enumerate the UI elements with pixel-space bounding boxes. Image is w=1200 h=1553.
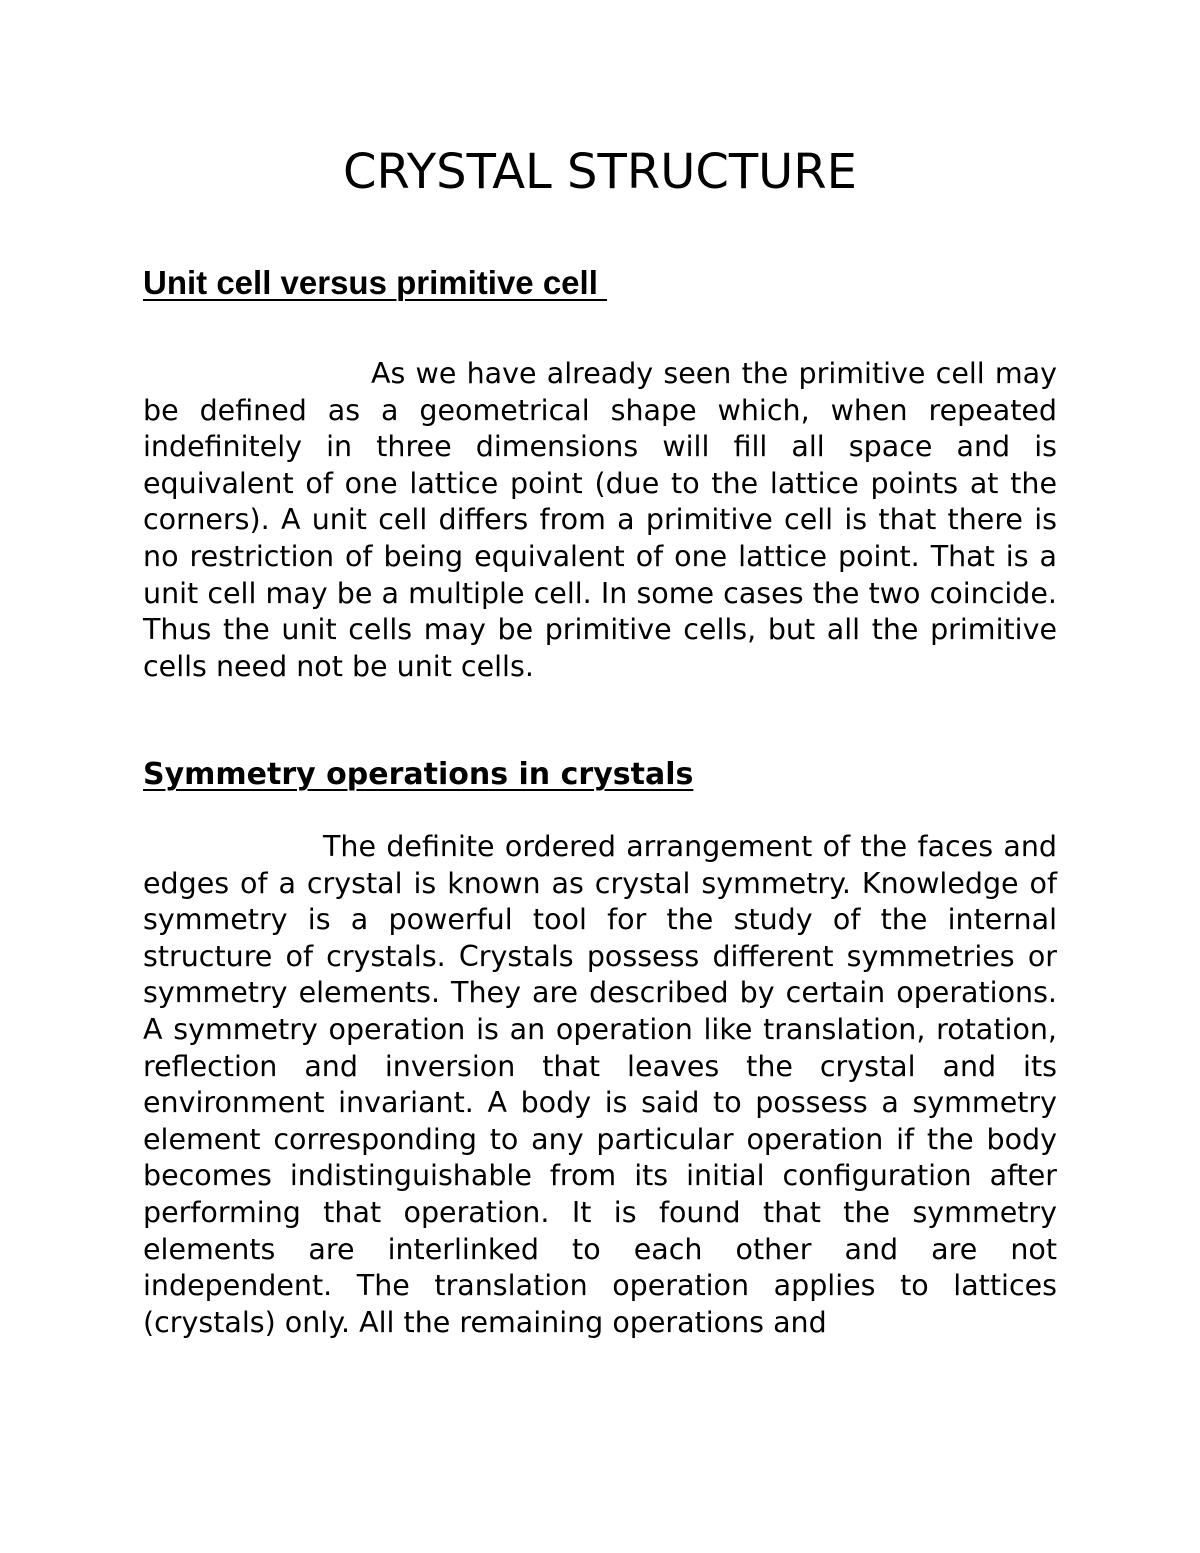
- section-heading-unit-cell: Unit cell versus primitive cell: [143, 264, 608, 301]
- section-body-symmetry: The definite ordered arrangement of the faces and edges of a crystal is known as crystal symmetry. Knowledge of symmetry is a powerful tool for the study of the internal structure of crystals. Crystals possess different symmetries or symmetry elements. They are described by certain operations. A symmetry operation is an operation like translation, rotation, reflection and inversion that leaves the crystal and its environment invariant. A body is said to possess a symmetry element corresponding to any particular operation if the body becomes indistinguishable from its initial configuration after performing that operation. It is found that the symmetry elements are interlinked to each other and are not independent. The translation operation applies to lattices (crystals) only. All the remaining operations and: [143, 830, 1057, 1339]
- page-title: CRYSTAL STRUCTURE: [343, 144, 857, 200]
- section-heading-symmetry: Symmetry operations in crystals: [143, 757, 694, 792]
- section-body-unit-cell: As we have already seen the primitive cell may be defined as a geometrical shape which, when repeated indefinitely in three dimensions will fill all space and is equivalent of one lattice point (due to the lattice points at the corners). A unit cell differs from a primitive cell is that there is no restriction of being equivalent of one lattice point. That is a unit cell may be a multiple cell. In some cases the two coincide. Thus the unit cells may be primitive cells, but all the primitive cells need not be unit cells.: [143, 357, 1057, 683]
